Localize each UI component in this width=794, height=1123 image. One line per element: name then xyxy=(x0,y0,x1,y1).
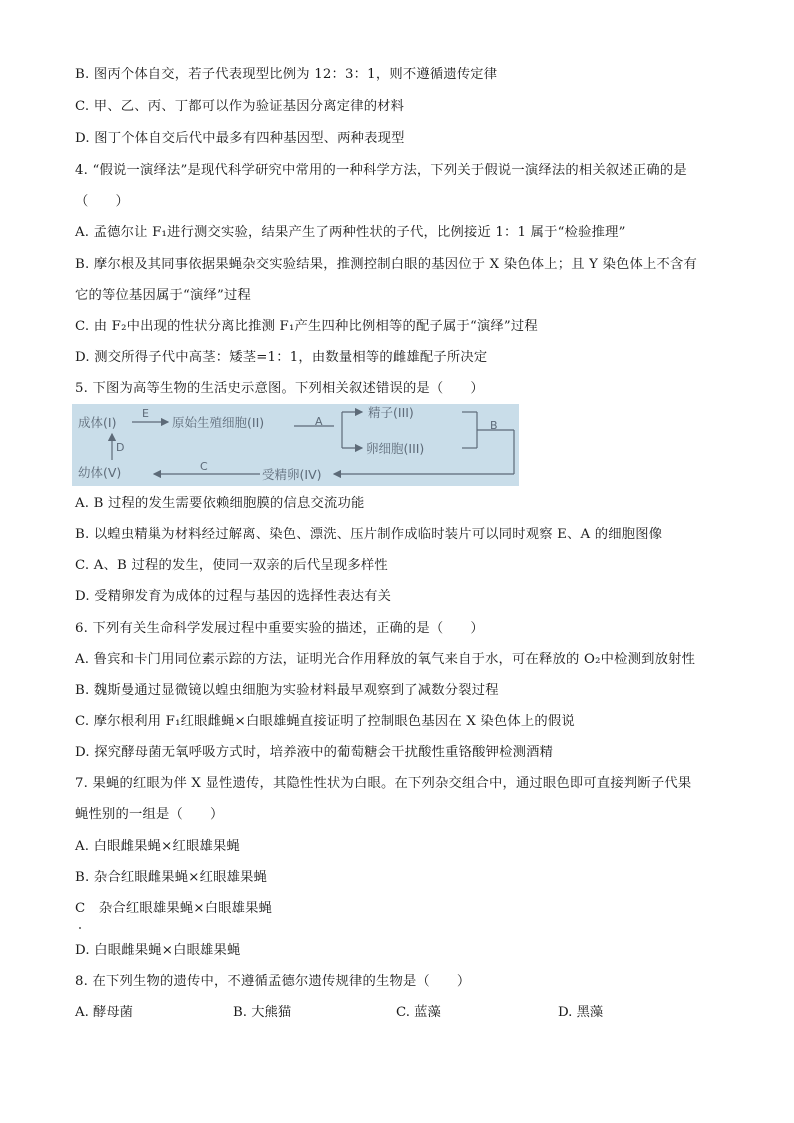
q5-option-b: B. 以蝗虫精巢为材料经过解离、染色、漂洗、压片制作成临时装片可以同时观察 E、A 的细胞图像 xyxy=(75,527,663,542)
label-egg: 卵细胞(III) xyxy=(366,441,425,456)
life-cycle-diagram xyxy=(72,404,519,486)
q4-option-a: A. 孟德尔让 F₁进行测交实验，结果产生了两种性状的子代，比例接近 1：1 属于“检验推理” xyxy=(75,225,626,240)
label-zygote: 受精卵(IV) xyxy=(262,467,322,482)
q4-stem: 4. “假说一演绎法”是现代科学研究中常用的一种科学方法，下列关于假说一演绎法的相关叙述正确的是 xyxy=(75,163,687,178)
q4-option-b-cont: 它的等位基因属于“演绎”过程 xyxy=(75,288,251,303)
label-sperm: 精子(III) xyxy=(368,405,414,420)
q8-stem: 8. 在下列生物的遗传中，不遵循孟德尔遗传规律的生物是（ ） xyxy=(75,974,471,989)
q7-option-a: A. 白眼雌果蝇×红眼雄果蝇 xyxy=(75,839,240,854)
label-arrow-e: E xyxy=(142,407,149,420)
label-arrow-a: A xyxy=(315,415,323,428)
q4-option-b: B. 摩尔根及其同事依据果蝇杂交实验结果，推测控制白眼的基因位于 X 染色体上；且 Y 染色体上不含有 xyxy=(75,257,698,272)
q3-option-d: D. 图丁个体自交后代中最多有四种基因型、两种表现型 xyxy=(75,131,405,146)
q8-option-d: D. 黑藻 xyxy=(558,1005,604,1020)
q6-stem: 6. 下列有关生命科学发展过程中重要实验的描述，正确的是（ ） xyxy=(75,621,484,636)
q6-option-b: B. 魏斯曼通过显微镜以蝗虫细胞为实验材料最早观察到了减数分裂过程 xyxy=(75,683,499,698)
q6-option-d: D. 探究酵母菌无氧呼吸方式时，培养液中的葡萄糖会干扰酸性重铬酸钾检测酒精 xyxy=(75,745,554,760)
q7-option-b: B. 杂合红眼雌果蝇×红眼雄果蝇 xyxy=(75,870,268,885)
q8-option-a: A. 酵母菌 xyxy=(75,1005,133,1020)
q3-option-c: C. 甲、乙、丙、丁都可以作为验证基因分离定律的材料 xyxy=(75,99,405,114)
q7-option-d: D. 白眼雌果蝇×白眼雄果蝇 xyxy=(75,943,241,958)
q5-stem: 5. 下图为高等生物的生活史示意图。下列相关叙述错误的是（ ） xyxy=(75,381,484,396)
q4-stem-bracket: （ ） xyxy=(75,194,129,209)
q8-option-b: B. 大熊猫 xyxy=(233,1005,292,1020)
q7-stem: 7. 果蝇的红眼为伴 X 显性遗传，其隐性性状为白眼。在下列杂交组合中，通过眼色即可直接判断子代果 xyxy=(75,776,692,791)
q4-option-d: D. 测交所得子代中高茎：矮茎=1：1，由数量相等的雌雄配子所决定 xyxy=(75,350,488,365)
q8-option-c: C. 蓝藻 xyxy=(396,1005,441,1020)
label-arrow-d: D xyxy=(116,441,125,454)
q6-option-a: A. 鲁宾和卡门用同位素示踪的方法，证明光合作用释放的氧气来自于水，可在释放的 O₂中检测到放射性 xyxy=(75,652,696,667)
q5-option-d: D. 受精卵发育为成体的过程与基因的选择性表达有关 xyxy=(75,589,392,604)
label-arrow-b: B xyxy=(490,419,498,432)
q7-stem-cont: 蝇性别的一组是（ ） xyxy=(75,807,224,822)
label-primordial-germ-cell: 原始生殖细胞(II) xyxy=(172,415,265,430)
label-juvenile: 幼体(V) xyxy=(78,465,122,480)
label-arrow-c: C xyxy=(200,460,208,473)
label-adult: 成体(I) xyxy=(78,415,117,430)
q3-option-b: B. 图丙个体自交，若子代表现型比例为 12：3：1，则不遵循遗传定律 xyxy=(75,67,498,82)
q6-option-c: C. 摩尔根利用 F₁红眼雌蝇×白眼雄蝇直接证明了控制眼色基因在 X 染色体上的假说 xyxy=(75,714,575,729)
q5-option-c: C. A、B 过程的发生，使同一双亲的后代呈现多样性 xyxy=(75,558,388,573)
q5-option-a: A. B 过程的发生需要依赖细胞膜的信息交流功能 xyxy=(75,496,365,511)
q7-option-c: C 杂合红眼雄果蝇×白眼雄果蝇 xyxy=(75,901,273,916)
q4-option-c: C. 由 F₂中出现的性状分离比推测 F₁产生四种比例相等的配子属于“演绎”过程 xyxy=(75,319,538,334)
stray-dot xyxy=(79,927,81,929)
